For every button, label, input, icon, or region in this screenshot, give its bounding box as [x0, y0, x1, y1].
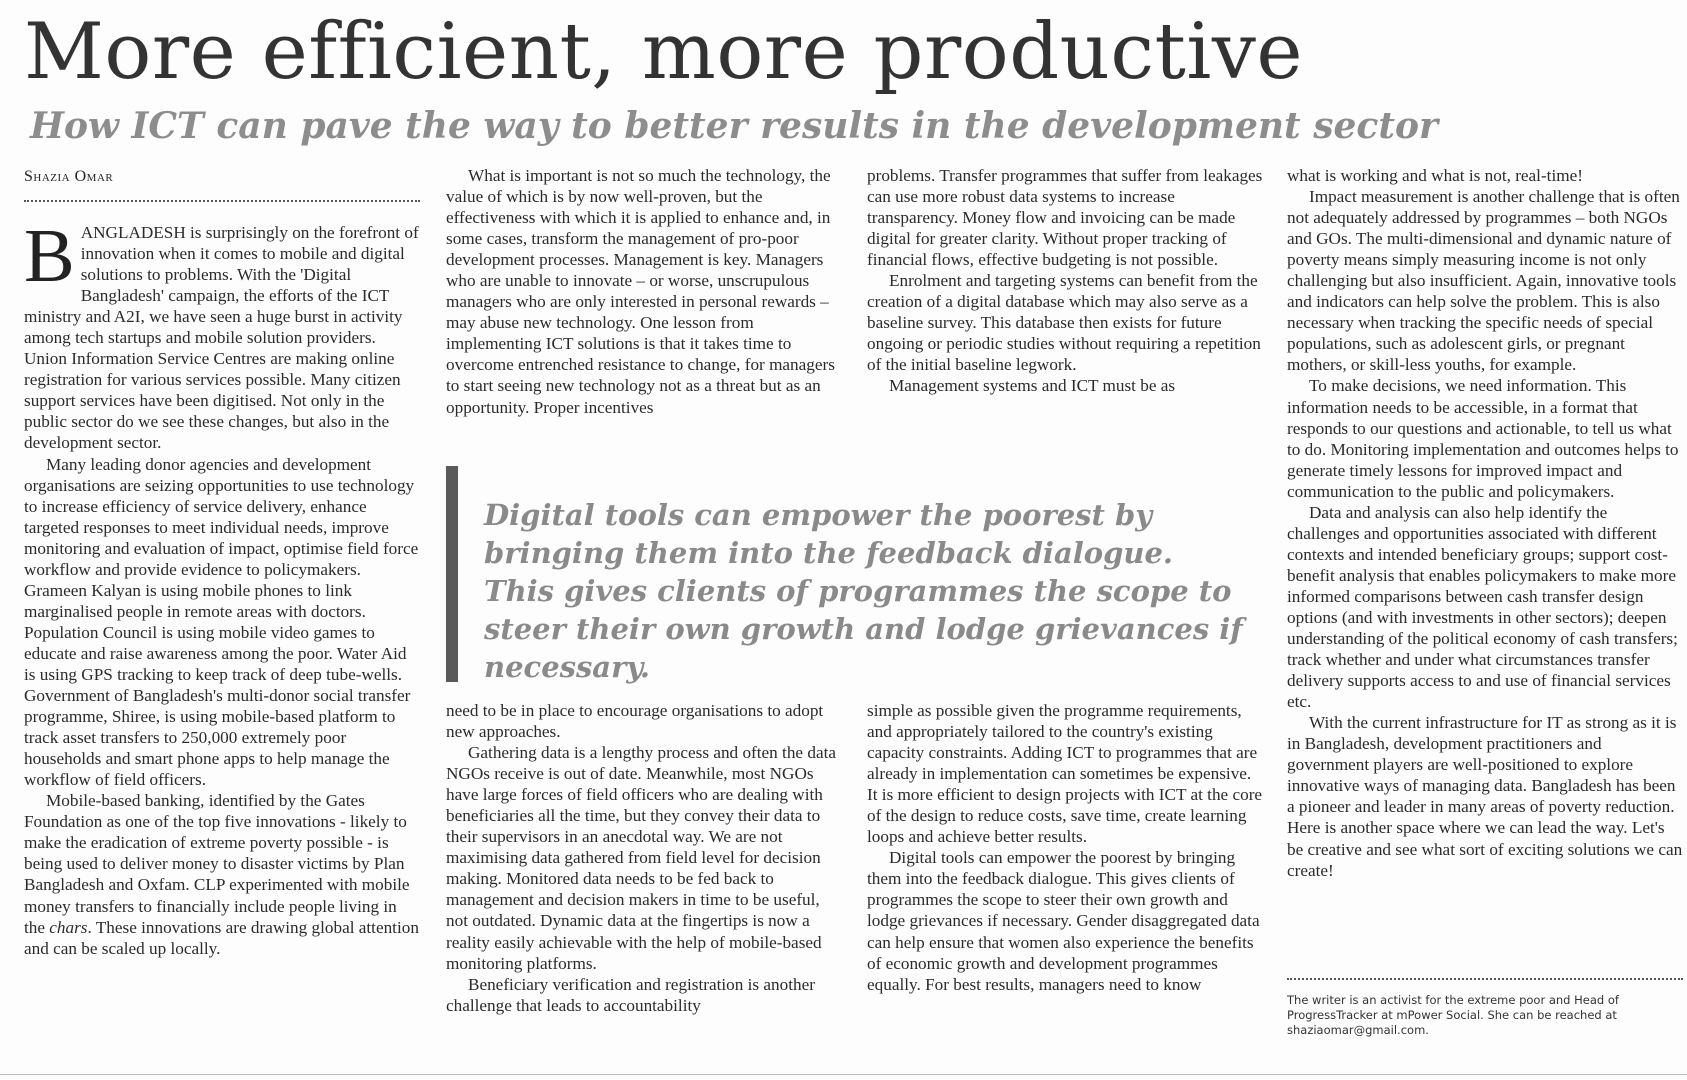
paragraph-text: Mobile-based banking, identified by the Gates Foundation as one of the top five innovations - likely to make the eradication of extreme poverty possible - is being used to deliver money to disaster victims by Plan Bangladesh and Oxfam. CLP experimented with mobile money transfers to financially include people living in the — [24, 791, 410, 937]
drop-cap: B — [24, 222, 75, 298]
bio-divider — [1287, 978, 1683, 980]
paragraph: simple as possible given the programme requirements, and appropriately tailored to the country's existing capacity constraints. Adding ICT to programmes that are already in implementation can sometimes be expensive. It is more efficient to design projects with ICT at the core of the design to reduce costs, save time, create learning loops and achieve better results. — [867, 701, 1263, 847]
paragraph: With the current infrastructure for IT as strong as it is in Bangladesh, development practitioners and government players are well-positioned to explore innovative ways of managing data. Bangladesh has been a pioneer and leader in many areas of poverty reduction. Here is another space where we can lead the way. Let's be creative and see what sort of exciting solutions we can create! — [1287, 713, 1683, 880]
subheadline: How ICT can pave the way to better results in the development sector — [30, 105, 1438, 147]
pull-quote — [446, 466, 1246, 682]
paragraph: need to be in place to encourage organisations to adopt new approaches. — [446, 701, 824, 742]
paragraph — [24, 790, 422, 958]
article-column-2-top — [446, 165, 844, 439]
byline: Shazia Omar — [24, 168, 114, 185]
article-column-3-bottom — [867, 700, 1265, 1046]
paragraph: Gathering data is a lengthy process and often the data NGOs receive is out of date. Meanwhile, most NGOs have large forces of field officers who are dealing with beneficiaries all the time, but they convey their data to their supervisors in an anecdotal way. We are not maximising data gathered from field level for decision making. Monitored data needs to be fed back to management and decision makers in time to be useful, not outdated. Dynamic data at the fingertips is now a reality easily achievable with the help of mobile-based monitoring platforms. — [446, 743, 836, 973]
paragraph: Data and analysis can also help identify the challenges and opportunities associated with different contexts and intended beneficiary groups; support cost-benefit analysis that enables policymakers to make more informed comparisons between cash transfer design options (and with investments in other sectors); deepen understanding of the political economy of cash transfers; track whether and under what circumstances transfer delivery supports access to and use of financial services etc. — [1287, 502, 1678, 712]
paragraph: Impact measurement is another challenge that is often not adequately addressed by programmes – both NGOs and GOs. The multi-dimensional and dynamic nature of poverty means simply measuring income is not only challenging but also insufficient. Again, innovative tools and indicators can help solve the problem. This is also necessary when tracking the specific needs of special populations, such as adolescent girls, or pregnant mothers, or skill-less youths, for example. — [1287, 187, 1680, 375]
paragraph-text: . These innovations are drawing global attention and can be scaled up locally. — [24, 917, 419, 958]
article-column-1 — [24, 222, 422, 1044]
paragraph: Enrolment and targeting systems can benefit from the creation of a digital database which may also serve as a baseline survey. This database then exists for future ongoing or periodic studies without requiring a repetition of the initial baseline legwork. — [867, 271, 1261, 375]
paragraph: what is working and what is not, real-time! — [1287, 166, 1583, 185]
author-bio: The writer is an activist for the extreme poor and Head of ProgressTracker at mPower Social. She can be reached at shaziaomar@gmail.com. — [1287, 993, 1619, 1037]
paragraph — [24, 222, 422, 454]
paragraph: Many leading donor agencies and development organisations are seizing opportunities to use technology to increase efficiency of service delivery, enhance targeted responses to meet individual needs, improve monitoring and evaluation of impact, optimise field force workflow and provide evidence to policymakers. Grameen Kalyan is using mobile phones to link marginalised people in remote areas with doctors. Population Council is using mobile video games to educate and raise awareness among the poor. Water Aid is using GPS tracking to keep track of deep tube-wells. Government of Bangladesh's multi-donor social transfer programme, Shiree, is using mobile-based platform to track asset transfers to 250,000 extremely poor households and smart phone apps to help manage the workflow of field officers. — [24, 454, 419, 790]
headline: More efficient, more productive — [24, 7, 1304, 97]
byline-divider — [24, 200, 420, 202]
page-bottom-rule — [0, 1074, 1687, 1075]
pull-quote-text: Digital tools can empower the poorest by bringing them into the feedback dialogue. This gives clients of programmes the scope to steer their own growth and lodge grievances if necessary. — [484, 498, 1243, 684]
paragraph: What is important is not so much the technology, the value of which is by now well-proven, but the effectiveness with which it is applied to enhance and, in some cases, transform the management of pro-poor development processes. Management is key. Managers who are unable to innovate – or worse, unscrupulous managers who are only interested in personal rewards – may abuse new technology. One lesson from implementing ICT solutions is that it takes time to overcome entrenched resistance to change, for managers to start seeing new technology not as a threat but as an opportunity. Proper incentives — [446, 166, 835, 417]
paragraph-text: ANGLADESH is surprisingly on the forefront of innovation when it comes to mobile and digital solutions to problems. With the 'Digital Bangladesh' campaign, the efforts of the ICT ministry and A2I, we have seen a huge burst in activity among tech startups and mobile solution providers. Union Information Service Centres are making online registration for various services possible. Many citizen support services have been digitised. Not only in the public sector do we see these changes, but also in the development sector. — [24, 223, 419, 453]
paragraph: Digital tools can empower the poorest by bringing them into the feedback dialogue. This gives clients of programmes the scope to steer their own growth and lodge grievances if necessary. Gender disaggregated data can help ensure that women also experience the benefits of economic growth and development programmes equally. For best results, managers need to know — [867, 848, 1260, 994]
paragraph: Beneficiary verification and registration is another challenge that leads to accountability — [446, 974, 815, 1015]
paragraph: Management systems and ICT must be as — [889, 376, 1176, 396]
article-column-2-bottom — [446, 700, 844, 1046]
paragraph: problems. Transfer programmes that suffer from leakages can use more robust data systems to increase transparency. Money flow and invoicing can be made digital for greater clarity. Without proper tracking of financial flows, effective budgeting is not possible. — [867, 166, 1263, 270]
article-column-3-top — [867, 165, 1265, 439]
italic-term: chars — [49, 917, 88, 937]
paragraph: To make decisions, we need information. This information needs to be accessible, in a format that responds to our questions and actionable, to tell us what to do. Monitoring implementation and outcomes helps to generate timely lessons for improved impact and communication to the public and policymakers. — [1287, 376, 1679, 501]
article-column-4 — [1287, 165, 1683, 965]
